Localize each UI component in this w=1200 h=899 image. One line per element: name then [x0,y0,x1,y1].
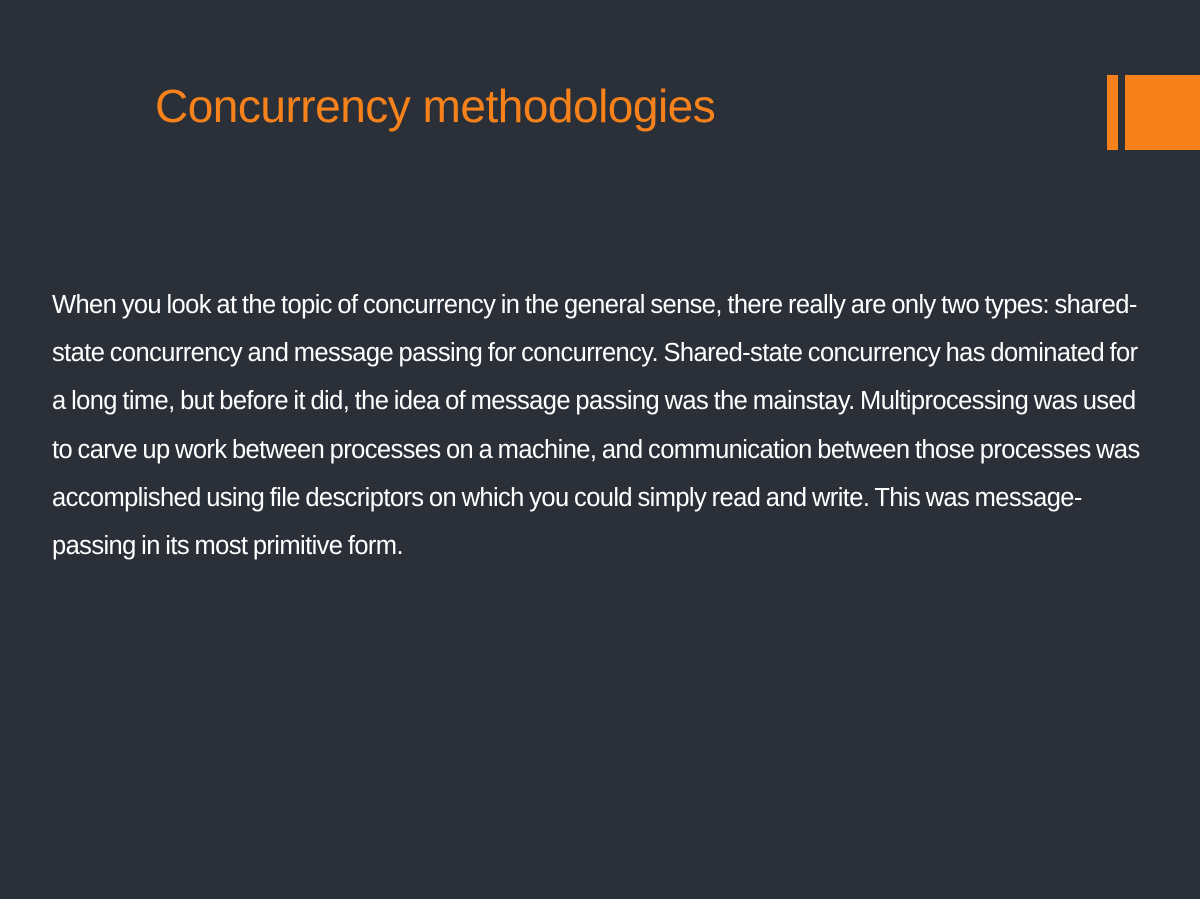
slide-body-text: When you look at the topic of concurrency in the general sense, there really are only two types: shared-state concurrency and message passing for concurrency. Shared-state concurrency has dominated for a long time, but before it did, the idea of message passing was the mainstay. Multiprocessing was used to carve up work between processes on a machine, and communication between those processes was accomplished using file descriptors on which you could simply read and write. This was message-passing in its most primitive form. [52,291,1140,561]
accent-block [1125,75,1200,150]
slide-title: Concurrency methodologies [155,80,716,132]
accent-bar-thin [1107,75,1118,150]
